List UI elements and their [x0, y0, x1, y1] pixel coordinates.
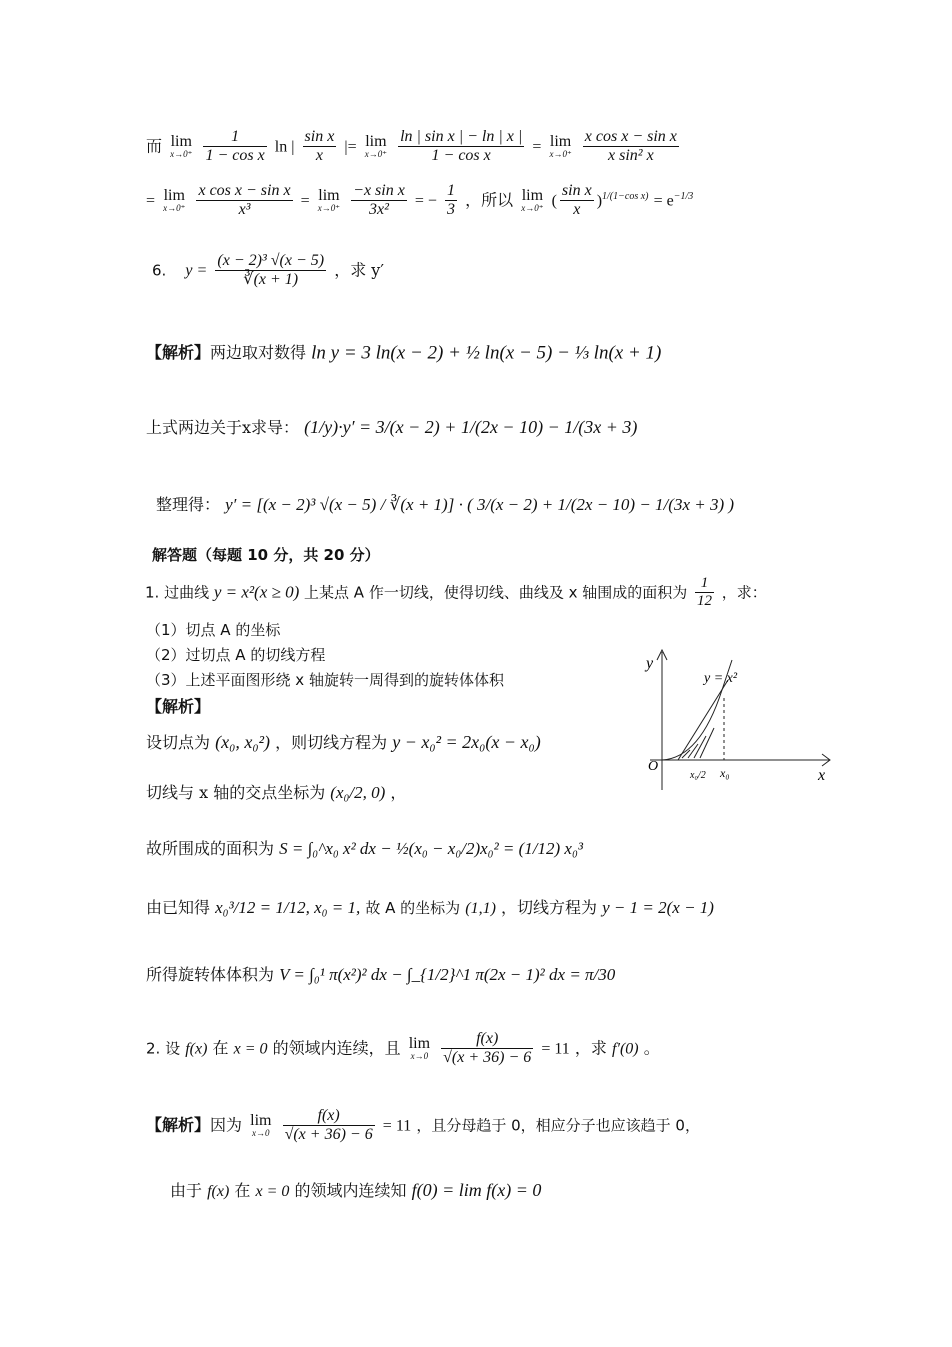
abs-close: |=	[344, 138, 357, 156]
y-axis-label: y	[646, 655, 654, 672]
section-title: 解答题（每题 10 分，共 20 分）	[152, 546, 380, 564]
sol6-step3	[156, 492, 734, 515]
step-text: ，且分母趋于 0，相应分子也应该趋于 0，	[416, 1116, 700, 1135]
fraction: $\frac{\text{sin x}}{x}$	[304, 128, 335, 165]
question-6	[152, 252, 384, 290]
x-axis-label: x	[818, 767, 826, 784]
fraction: $\frac{\text{x cos x − sin x}}{\text{x sin² x}}$	[584, 128, 677, 165]
step-text: 因为	[210, 1115, 243, 1135]
analysis-tag: 【解析】	[146, 343, 211, 362]
p2-step1	[146, 1107, 700, 1145]
analysis-tag: 【解析】	[146, 1115, 211, 1135]
step-math: f(0) = lim f(x) = 0	[411, 1180, 542, 1200]
stem-math: y = x²(x ≥ 0)	[213, 582, 300, 602]
sol6-step1	[146, 340, 661, 365]
question-ask: ，求 y′	[334, 260, 384, 280]
problem-1-q1: （1）切点 A 的坐标	[146, 621, 281, 639]
step-math: y − x₀² = 2x₀(x − x₀)	[392, 732, 541, 752]
fraction: $\frac{\text{−x sin x}}{\text{3x²}}$	[353, 182, 405, 219]
step-math: (x₀, x₀²)	[215, 732, 270, 752]
step-text: 故 A 的坐标为	[365, 899, 461, 917]
limit-value: = 11	[382, 1117, 412, 1135]
step-text: 的领域内连续知	[294, 1181, 407, 1200]
step-math: y − 1 = 2(x − 1)	[602, 898, 714, 917]
limit-value: = 11	[541, 1040, 570, 1058]
tangent-line	[678, 680, 728, 760]
p1-step2	[146, 780, 406, 803]
step-text: ，切线方程为	[501, 898, 598, 917]
step-text: 故所围成的面积为	[146, 839, 275, 858]
step-math: (1,1)	[465, 900, 496, 917]
stem-text: 1. 过曲线	[145, 583, 210, 602]
step-math: f(x)	[207, 1183, 230, 1200]
stem-text: 在	[212, 1038, 229, 1058]
problem-1-q2: （2）过切点 A 的切线方程	[146, 646, 326, 664]
stem-text: 上某点 A 作一切线，使得切线、曲线及 x 轴围成的面积为	[304, 583, 688, 602]
result-eq: = −	[414, 192, 437, 210]
p1-step5	[146, 962, 615, 985]
stem-text: ，求：	[721, 583, 767, 602]
curve-label: y = x²	[704, 671, 738, 686]
step-text: 由已知得	[146, 898, 211, 917]
lim-operator: lim x→0⁺	[317, 187, 341, 214]
step-math: (1/y)·y′ = 3/(x − 2) + 1/(2x − 10) − 1/(3x + 3)	[304, 417, 638, 437]
lim-operator: lim x→0⁺	[521, 187, 544, 214]
stem-text: 。	[643, 1038, 660, 1058]
ln-abs: ln |	[274, 138, 295, 156]
fraction: $\frac{\text{x cos x − sin x}}{\text{x³}}$	[198, 182, 291, 219]
tangent-figure	[640, 640, 840, 800]
stem-text: 2. 设	[146, 1039, 181, 1058]
fraction: $\frac{f(x)}{√(x + 36) - 6}$	[284, 1107, 373, 1144]
stem-math: x = 0	[233, 1040, 268, 1058]
problem-1-stem	[145, 575, 767, 611]
step-math: V = ∫₀¹ π(x²)² dx − ∫_{1/2}^1 π(2x − 1)² dx = π/30	[279, 965, 616, 984]
lim-operator: lim x→0	[250, 1112, 272, 1139]
y-eq: y =	[185, 262, 208, 280]
fraction: $\frac{\text{ln | sin x | − ln | x |}}{\text{1 − cos x}}$	[400, 128, 523, 165]
fraction: $\frac{\text{sin x}}{x}$	[561, 182, 592, 219]
step-math: x = 0	[255, 1183, 290, 1200]
stem-math: f(x)	[185, 1040, 208, 1058]
final-e: = e	[653, 192, 674, 210]
conclusion-text: ，所以	[465, 190, 514, 210]
step-text: ，则切线方程为	[275, 733, 388, 752]
step-text: 在	[234, 1181, 251, 1200]
fraction: $\frac{1}{12}$	[697, 575, 713, 610]
lim-operator: lim x→0⁺	[163, 187, 186, 214]
problem-2-stem	[146, 1030, 660, 1068]
stem-text: ，求	[574, 1038, 607, 1058]
step-text: 整理得：	[156, 495, 221, 514]
p2-step2	[170, 1178, 541, 1201]
eq-limit-line-1: 而 lim x→0⁺ $\frac{1}{\text{1 − cos x}}$ ln | $\frac{\text{sin x}}{x}$ |= lim x→0⁺ $\frac{\text{ln | sin x | − ln | x |}}{\text{1 − cos x}}$ = lim x→0⁺ $\frac{\text{x cos x − sin x}}{\text{x sin² x}}$	[146, 128, 677, 165]
p1-step4	[146, 895, 714, 918]
analysis-tag: 【解析】	[146, 697, 211, 716]
eq1-prefix: 而	[146, 136, 163, 156]
step-math: x₀³/12 = 1/12, x₀ = 1,	[215, 898, 361, 917]
p1-step3	[146, 836, 583, 859]
step-text: 所得旋转体体积为	[146, 965, 275, 984]
step-text: 两边取对数得	[210, 343, 307, 362]
eq-limit-line-2: = lim x→0⁺ $\frac{\text{x cos x − sin x}}{\text{x³}}$ = lim x→0⁺ $\frac{\text{−x sin x}}{\text{3x²}}$ = − $\frac{1}{3}$ ，所以 lim x→0⁺ ( $\frac{\text{sin x}}{x}$ )$^{1/(1-cos x)} = e^{-1/3}$	[146, 182, 694, 219]
lim-operator: lim x→0⁺	[170, 133, 193, 160]
stem-text: 的领域内连续，且	[272, 1038, 401, 1058]
exponent: 1/(1−cos x)	[602, 191, 649, 203]
sol6-step2	[146, 415, 637, 438]
fraction: $\frac{1}{3}$	[447, 182, 456, 219]
stem-math: f′(0)	[612, 1040, 639, 1058]
p1-step1	[146, 730, 541, 753]
step-math: S = ∫₀^x₀ x² dx − ½(x₀ − x₀/2)x₀² = (1/12) x₀³	[279, 839, 583, 858]
lim-operator: lim x→0	[408, 1035, 431, 1062]
step-text: 上式两边关于x求导：	[146, 418, 300, 437]
step-math: y′ = [(x − 2)³ √(x − 5) / ∛(x + 1)] · ( 3/(x − 2) + 1/(2x − 10) − 1/(3x + 3) )	[225, 495, 735, 514]
step-math: (x₀/2, 0)	[330, 783, 386, 802]
question-number: 6.	[152, 261, 167, 280]
x0-label: x₀	[720, 766, 730, 780]
fraction: $\frac{\text{(x − 2)³ √(x − 5)}}{∛(x + 1)}$	[217, 252, 325, 289]
step-text: ，	[390, 783, 407, 802]
step-text: 设切点为	[146, 733, 211, 752]
step-text: 由于	[170, 1181, 203, 1200]
final-exponent: −1/3	[673, 191, 694, 203]
fraction: $\frac{1}{\text{1 − cos x}}$	[205, 128, 265, 165]
origin-label: O	[648, 759, 659, 774]
step-math: ln y = 3 ln(x − 2) + ½ ln(x − 5) − ⅓ ln(x + 1)	[311, 342, 662, 364]
fraction: $\frac{f(x)}{√(x + 36) - 6}$	[443, 1030, 532, 1067]
lim-operator: lim x→0⁺	[364, 133, 387, 160]
problem-1-q3: （3）上述平面图形绕 x 轴旋转一周得到的旋转体体积	[146, 671, 504, 689]
lim-operator: lim x→0⁺	[549, 133, 572, 160]
step-text: 切线与 x 轴的交点坐标为	[146, 783, 326, 802]
half-x0-label: x₀/2	[690, 770, 706, 781]
